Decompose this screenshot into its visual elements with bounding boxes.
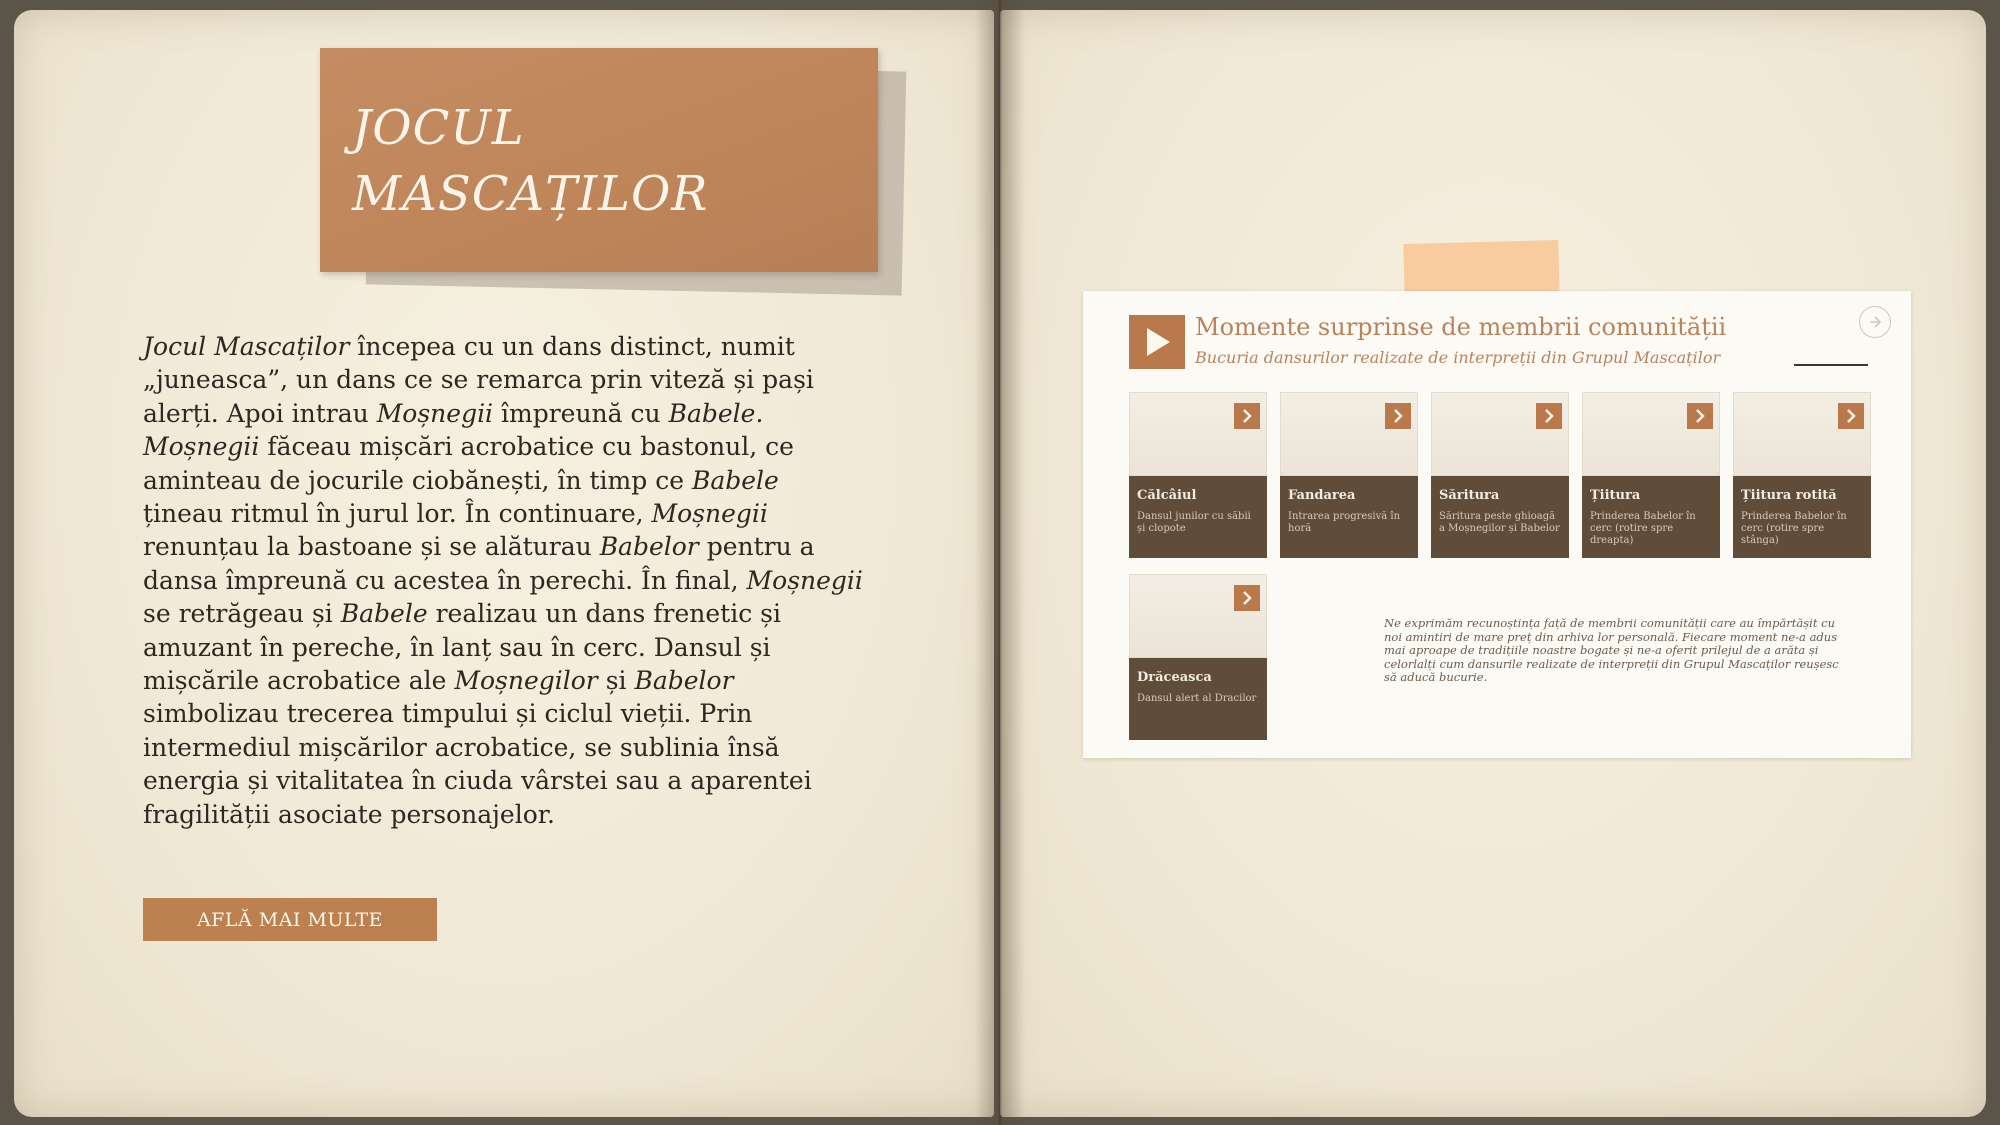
emphasized-term: Babele: [340, 599, 428, 629]
text-run: se retrăgeau și: [143, 599, 341, 629]
arrow-right-circle-icon: [1865, 312, 1885, 332]
paragraph-line: [143, 631, 893, 664]
text-run: fragilității asociate personajelor.: [143, 799, 555, 829]
gallery-card[interactable]: [1431, 392, 1569, 558]
card-description: Dansul junilor cu săbii și clopote: [1137, 511, 1251, 534]
emphasized-term: Babele: [691, 465, 779, 495]
text-run: făceau mișcări acrobatice cu bastonul, ce: [259, 432, 794, 462]
paragraph-line: [143, 464, 893, 497]
card-description: Dansul alert al Dracilor: [1137, 693, 1257, 704]
gallery-card[interactable]: [1129, 574, 1267, 740]
gallery-card[interactable]: [1280, 392, 1418, 558]
emphasized-term: Babelor: [599, 532, 699, 562]
text-run: și: [597, 666, 635, 696]
text-run: renunțau la bastoane și se alăturau: [143, 532, 600, 562]
text-run: dansa împreună cu acestea în perechi. În final,: [143, 565, 747, 595]
gallery-panel: [1083, 291, 1911, 758]
gallery-card[interactable]: [1733, 392, 1871, 558]
card-thumbnail: [1431, 392, 1569, 476]
emphasized-term: Moșnegilor: [454, 666, 598, 696]
card-description: Săritura peste ghioagă a Moșnegilor și Babelor: [1439, 511, 1560, 534]
card-thumbnail: [1733, 392, 1871, 476]
text-run: împreună cu: [493, 398, 669, 428]
card-title: Călcâiul: [1137, 488, 1197, 503]
paragraph-line: [143, 330, 893, 363]
paragraph-line: [143, 697, 893, 730]
card-thumbnail: [1129, 574, 1267, 658]
page-title-line-2: MASCAȚILOR: [352, 166, 709, 222]
card-title: Drăceasca: [1137, 670, 1212, 685]
text-run: țineau ritmul în jurul lor. În continuare,: [143, 499, 652, 529]
paragraph-line: [143, 497, 893, 530]
text-run: intermediul mișcărilor acrobatice, se sublinia însă: [143, 732, 780, 762]
card-description: Intrarea progresivă în horă: [1288, 511, 1401, 534]
emphasized-term: Moșnegii: [376, 398, 494, 428]
paragraph-line: [143, 363, 893, 396]
paragraph-line: [143, 798, 893, 831]
chevron-right-icon[interactable]: [1234, 585, 1260, 611]
emphasized-term: Moșnegii: [746, 565, 863, 595]
card-caption: [1733, 476, 1871, 558]
card-caption: [1582, 476, 1720, 558]
chevron-right-icon[interactable]: [1536, 403, 1562, 429]
page-title-line-1: JOCUL: [352, 100, 525, 156]
gallery-card[interactable]: [1582, 392, 1720, 558]
text-run: „juneasca”, un dans ce se remarca prin viteză și pași: [143, 365, 814, 395]
card-thumbnail: [1280, 392, 1418, 476]
chevron-right-icon[interactable]: [1385, 403, 1411, 429]
card-title: Săritura: [1439, 488, 1500, 503]
play-button[interactable]: [1129, 315, 1185, 369]
title-divider: [1794, 364, 1868, 366]
card-title: Țiitura rotită: [1741, 488, 1837, 503]
emphasized-term: Jocul Mascaților: [143, 332, 350, 361]
emphasized-term: Babelor: [634, 666, 734, 696]
card-description: Prinderea Babelor în cerc (rotire spre stânga): [1741, 511, 1847, 546]
paragraph-line: [143, 564, 893, 597]
chevron-right-icon[interactable]: [1838, 403, 1864, 429]
card-thumbnail: [1129, 392, 1267, 476]
paragraph-line: [143, 530, 893, 563]
text-run: aminteau de jocurile ciobănești, în timp ce: [143, 465, 692, 495]
gallery-card[interactable]: [1129, 392, 1267, 558]
card-caption: [1129, 658, 1267, 740]
text-run: pentru a: [698, 532, 815, 562]
card-title: Fandarea: [1288, 488, 1356, 503]
card-caption: [1129, 476, 1267, 558]
gallery-title: Momente surprinse de membrii comunității: [1195, 313, 1727, 341]
card-caption: [1280, 476, 1418, 558]
play-icon: [1129, 315, 1185, 369]
paragraph-line: [143, 664, 893, 697]
text-run: energia și vitalitatea în ciuda vârstei sau a aparentei: [143, 766, 812, 796]
emphasized-term: Babele.: [668, 398, 764, 428]
paragraph-line: [143, 430, 893, 463]
title-card: [320, 48, 878, 272]
text-run: realizau un dans frenetic și: [427, 599, 781, 629]
acknowledgement-note: Ne exprimăm recunoștința față de membrii comunității care au împărtășit cu noi amintiri de mare preț din arhiva lor personală. Fiecare moment ne-a adus mai aproape de tradițiile noastre bogate și ne-a oferit prilejul de a arăta și celorlalți cum dansurile realizate de interpreții din Grupul Mascaților reușesc să aducă bucurie.: [1384, 616, 1839, 684]
paragraph-line: [143, 731, 893, 764]
emphasized-term: Moșnegii: [651, 499, 768, 529]
text-run: alerți. Apoi intrau: [143, 398, 377, 428]
emphasized-term: Moșnegii: [143, 432, 260, 462]
card-thumbnail: [1582, 392, 1720, 476]
gallery-subtitle: Bucuria dansurilor realizate de interpreții din Grupul Mascaților: [1195, 348, 1721, 367]
paragraph-line: [143, 397, 893, 430]
chevron-right-icon[interactable]: [1687, 403, 1713, 429]
text-run: simbolizau trecerea timpului și ciclul vieții. Prin: [143, 699, 753, 729]
paragraph-line: [143, 597, 893, 630]
text-run: începea cu un dans distinct, numit: [349, 332, 795, 361]
text-run: amuzant în pereche, în lanț sau în cerc. Dansul și: [143, 632, 771, 662]
next-button[interactable]: [1859, 306, 1891, 338]
chevron-right-icon[interactable]: [1234, 403, 1260, 429]
learn-more-button[interactable]: AFLĂ MAI MULTE: [143, 898, 437, 941]
card-caption: [1431, 476, 1569, 558]
card-description: Prinderea Babelor în cerc (rotire spre dreapta): [1590, 511, 1696, 546]
card-title: Țiitura: [1590, 488, 1641, 503]
paragraph-line: [143, 764, 893, 797]
book-gutter: [975, 0, 1025, 1125]
text-run: mișcările acrobatice ale: [143, 666, 455, 696]
description-paragraph: [143, 330, 893, 831]
